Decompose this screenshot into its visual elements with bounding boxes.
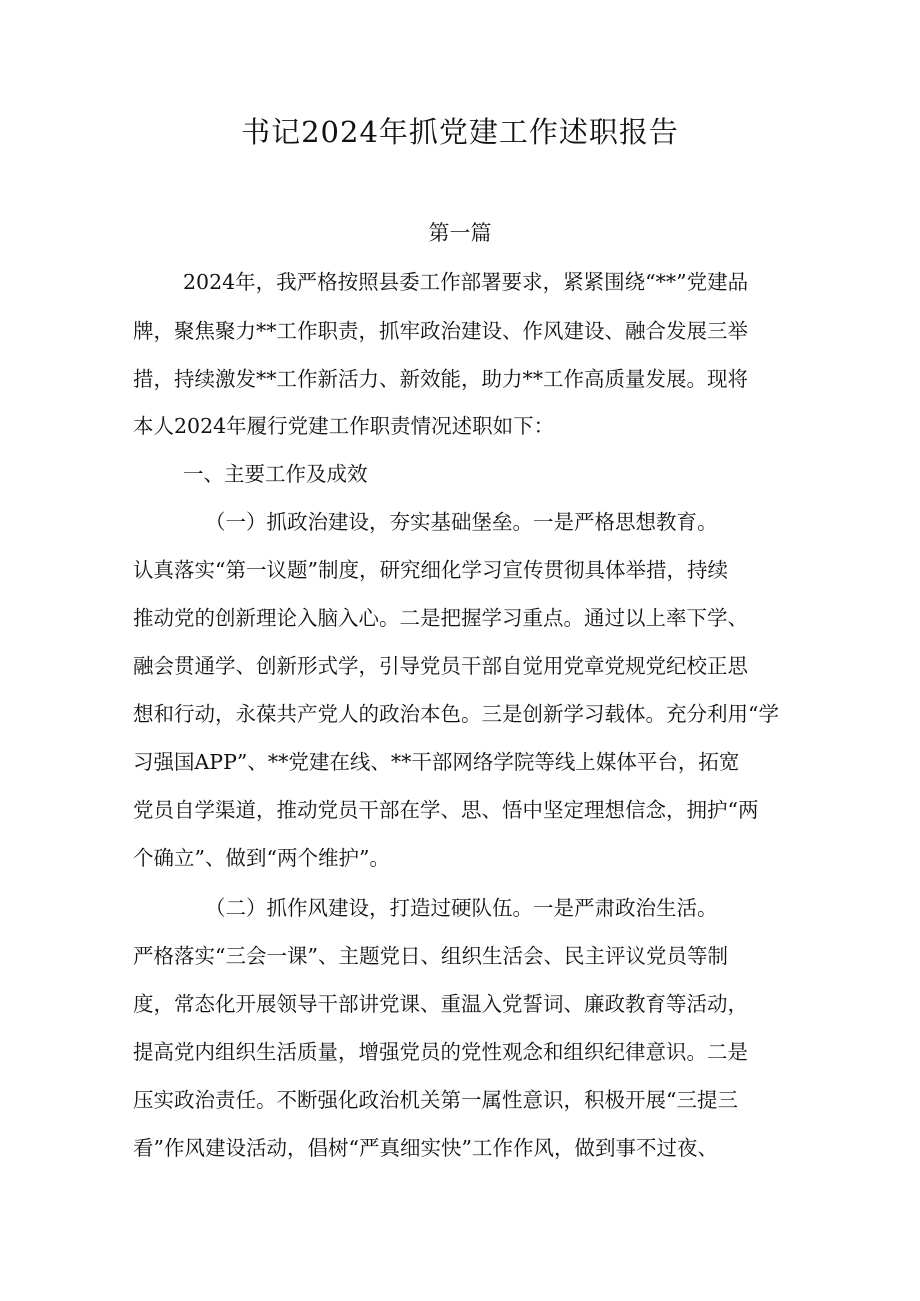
paragraph-line: 看”作风建设活动，倡树“严真细实快”工作作风，做到事不过夜、 [133, 1136, 718, 1160]
document-subtitle: 第一篇 [428, 221, 492, 245]
paragraph-line: 个确立”、做到“两个维护”。 [133, 846, 390, 870]
paragraph-line: 党员自学渠道，推动党员干部在学、思、悟中坚定理想信念，拥护“两 [133, 798, 759, 822]
paragraph-line: 融会贯通学、创新形式学，引导党员干部自觉用党章党规党纪校正思 [133, 654, 748, 678]
paragraph-line: 牌，聚焦聚力**工作职责，抓牢政治建设、作风建设、融合发展三举 [133, 319, 748, 343]
section-heading: 一、主要工作及成效 [183, 462, 368, 486]
paragraph-line: 认真落实“第一议题”制度，研究细化学习宣传贯彻具体举措，持续 [133, 558, 728, 582]
paragraph-line: 2024年，我严格按照县委工作部署要求，紧紧围绕“**”党建品 [183, 270, 749, 294]
paragraph-line: 本人2024年履行党建工作职责情况述职如下： [133, 414, 555, 438]
paragraph-line: 习强国APP”、**党建在线、**干部网络学院等线上媒体平台，拓宽 [133, 750, 740, 774]
subsection-heading: （一）抓政治建设，夯实基础堡垒。一是严格思想教育。 [205, 510, 718, 534]
paragraph-line: 提高党内组织生活质量，增强党员的党性观念和组织纪律意识。二是 [133, 1040, 748, 1064]
paragraph-line: 严格落实“三会一课”、主题党日、组织生活会、民主评议党员等制 [133, 944, 728, 968]
paragraph-line: 度，常态化开展领导干部讲党课、重温入党誓词、廉政教育等活动， [133, 992, 748, 1016]
document-title: 书记2024年抓党建工作述职报告 [241, 115, 679, 149]
paragraph-line: 推动党的创新理论入脑入心。二是把握学习重点。通过以上率下学、 [133, 606, 748, 630]
subsection-heading: （二）抓作风建设，打造过硬队伍。一是严肃政治生活。 [205, 896, 718, 920]
paragraph-line: 想和行动，永葆共产党人的政治本色。三是创新学习载体。充分利用“学 [133, 702, 779, 726]
paragraph-line: 措，持续激发**工作新活力、新效能，助力**工作高质量发展。现将 [133, 367, 748, 391]
paragraph-line: 压实政治责任。不断强化政治机关第一属性意识，积极开展“三提三 [133, 1088, 738, 1112]
